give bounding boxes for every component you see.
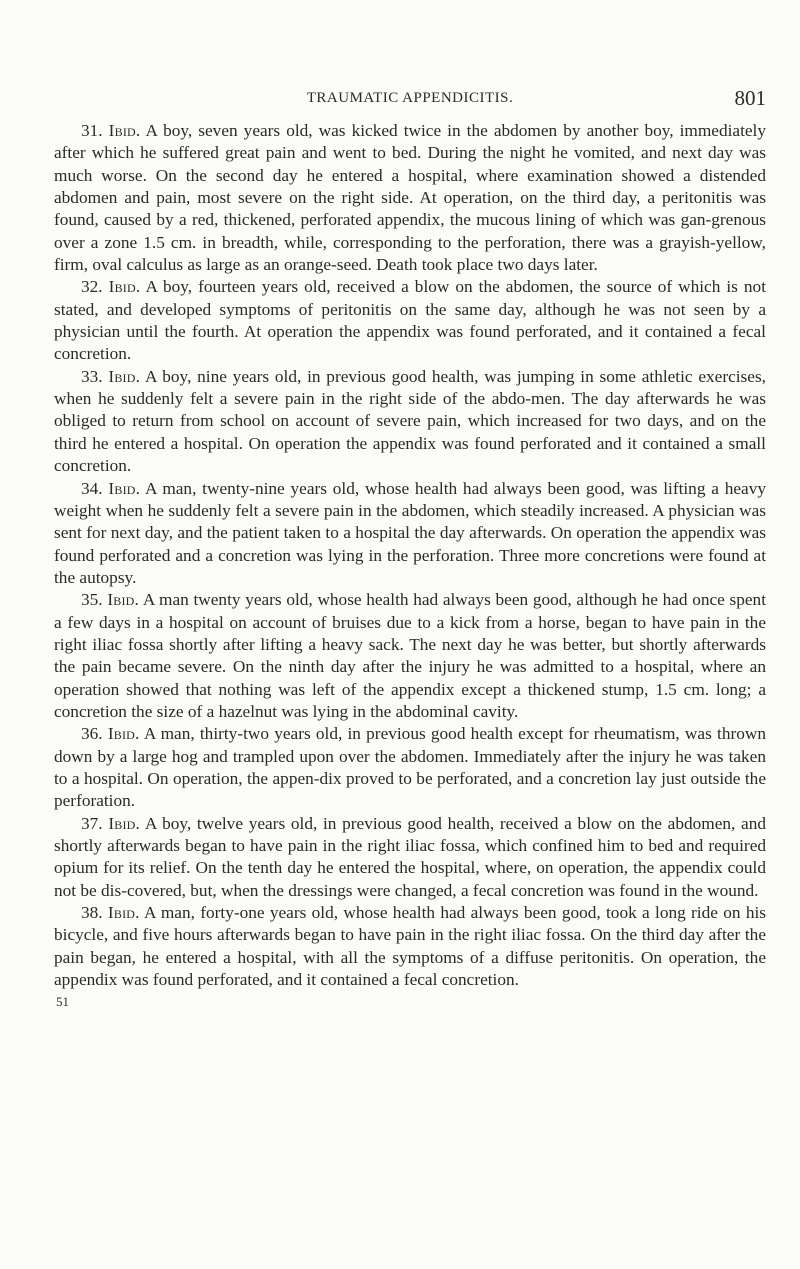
case-list (54, 120, 766, 991)
case-source: Ibid. (107, 903, 140, 923)
case-number: 35. (81, 590, 103, 610)
case-paragraph (54, 589, 766, 723)
case-source: Ibid. (108, 121, 141, 140)
case-paragraph (54, 120, 766, 276)
case-number: 34. (81, 478, 103, 498)
case-number: 36. (81, 724, 103, 744)
case-source: Ibid. (107, 724, 140, 744)
signature-mark: 51 (56, 994, 69, 1010)
running-title: TRAUMATIC APPENDICITIS. (306, 90, 514, 106)
case-paragraph (54, 723, 766, 812)
case-number: 37. (81, 813, 103, 833)
case-number: 32. (81, 277, 103, 297)
case-text: A boy, twelve years old, in previous good health, received a blow on the abdomen, and shortly afterwards began to have pain in the right iliac fossa, which confined him to bed and required opium for its relief. On the tenth day he entered the hospital, where, on operation, the appendix could not be dis-covered, but, when the dressings were changed, a fecal concretion was found in the wound. (54, 813, 766, 900)
running-head (54, 86, 766, 120)
case-source: Ibid. (108, 366, 141, 386)
case-number: 38. (81, 903, 103, 923)
case-paragraph (54, 902, 766, 991)
case-number: 33. (81, 366, 103, 386)
case-source: Ibid. (108, 478, 141, 498)
case-source: Ibid. (107, 590, 140, 610)
case-source: Ibid. (108, 277, 141, 297)
case-text: A man twenty years old, whose health had always been good, although he had once spent a few days in a hospital on account of bruises due to a kick from a horse, began to have pain in the right iliac fossa shortly after lifting a heavy sack. The next day he was better, but shortly afterwards the pain became severe. On the ninth day after the injury he was admitted to a hospital, where an operation showed that nothing was left of the appendix except a thickened stump, 1.5 cm. long; a concretion the size of a hazelnut was lying in the abdominal cavity. (54, 590, 766, 721)
case-text: A boy, fourteen years old, received a blow on the abdomen, the source of which is not stated, and developed symptoms of peritonitis on the same day, although he was not seen by a physician until the fourth. At operation the appendix was found perforated, and it contained a fecal concretion. (54, 277, 766, 364)
book-page (54, 86, 767, 1010)
case-paragraph (54, 478, 766, 590)
case-paragraph (54, 813, 766, 902)
case-text: A boy, seven years old, was kicked twice in the abdomen by another boy, immediately after which he suffered great pain and went to bed. During the night he vomited, and next day was much worse. On the second day he entered a hospital, where examination showed a distended abdomen and pain, most severe on the right side. At operation, on the third day, a peritonitis was found, caused by a red, thickened, perforated appendix, the mucous lining of which was gan-grenous over a zone 1.5 cm. in breadth, while, corresponding to the perforation, there was a grayish-yellow, firm, oval calculus as large as an orange-seed. Death took place two days later. (54, 121, 767, 275)
case-text: A boy, nine years old, in previous good health, was jumping in some athletic exercises, when he suddenly felt a severe pain in the right side of the abdo-men. The day afterwards he was obliged to return from school on account of severe pain, which increased for two days, and on the third he entered a hospital. On operation the appendix was found perforated and it contained a small concretion. (54, 366, 767, 476)
case-text: A man, thirty-two years old, in previous good health except for rheumatism, was thrown down by a large hog and trampled upon over the abdomen. Immediately after the injury he was taken to a hospital. On operation, the appen-dix proved to be perforated, and a concretion lay just outside the perforation. (54, 724, 766, 811)
case-source: Ibid. (108, 813, 141, 833)
case-number: 31. (81, 121, 103, 140)
page-number: 801 (734, 86, 766, 110)
case-paragraph (54, 366, 766, 478)
case-text: A man, twenty-nine years old, whose health had always been good, was lifting a heavy weight when he suddenly felt a severe pain in the abdomen, which steadily increased. A physician was sent for next day, and the patient taken to a hospital the day afterwards. On operation the appendix was found perforated and a concretion was lying in the perforation. Three more concretions were found at the autopsy. (54, 478, 766, 587)
case-paragraph (54, 276, 766, 365)
case-text: A man, forty-one years old, whose health had always been good, took a long ride on his bicycle, and five hours afterwards began to have pain in the right iliac fossa. On the third day after the pain began, he entered a hospital, with all the symptoms of a diffuse peritonitis. On operation, the appendix was found perforated, and it contained a fecal concretion. (54, 903, 766, 990)
